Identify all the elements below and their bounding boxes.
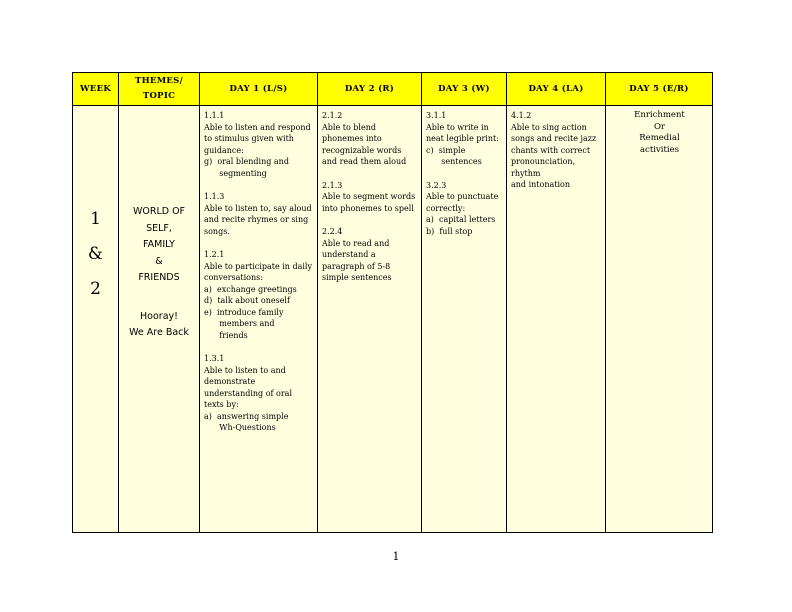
header-day-4: DAY 4 (LA) bbox=[507, 73, 606, 106]
standard-code: 3.1.1 bbox=[426, 111, 447, 120]
learning-standard bbox=[322, 226, 418, 284]
learning-standard bbox=[204, 353, 314, 434]
day-4-cell bbox=[507, 106, 606, 533]
page-number: 1 bbox=[392, 550, 400, 563]
standard-text: Able to listen and respond to stimulus given with guidance: g) oral blending and segmenting bbox=[204, 122, 311, 178]
header-day-2: DAY 2 (R) bbox=[318, 73, 422, 106]
learning-standard bbox=[322, 180, 418, 215]
standard-text: Able to participate in daily conversations: a) exchange greetings d) talk about oneself e) introduce family members and friends bbox=[204, 261, 312, 340]
learning-standard bbox=[322, 110, 418, 168]
theme-line: SELF, bbox=[146, 222, 172, 234]
day-5-line: activities bbox=[639, 144, 679, 155]
day-5-line: Enrichment bbox=[634, 110, 685, 120]
theme-line: FRIENDS bbox=[138, 272, 180, 283]
standard-text: Able to write in neat legible print: c) simple sentences bbox=[426, 122, 499, 166]
header-day-1: DAY 1 (L/S) bbox=[200, 73, 318, 106]
day-5-cell bbox=[606, 106, 713, 533]
day-5-line: Remedial bbox=[639, 133, 680, 143]
standard-text: Able to blend phonemes into recognizable words and read them aloud bbox=[322, 122, 407, 166]
standard-text: Able to listen to and demonstrate understanding of oral texts by: a) answering simple Wh-Questions bbox=[204, 365, 293, 432]
header-day-3: DAY 3 (W) bbox=[422, 73, 507, 106]
standard-code: 4.1.2 bbox=[511, 111, 532, 120]
week-first: 1 bbox=[90, 209, 101, 229]
header-day-5: DAY 5 (E/R) bbox=[606, 73, 713, 106]
standard-text: Able to sing action songs and recite jazz chants with correct pronounciation, rhythm and intonation bbox=[511, 122, 597, 189]
standard-code: 1.1.3 bbox=[204, 192, 225, 201]
standard-code: 1.1.1 bbox=[204, 111, 225, 120]
learning-standard bbox=[204, 249, 314, 341]
standard-code: 1.2.1 bbox=[204, 250, 225, 259]
standard-text: Able to read and understand a paragraph of 5-8 simple sentences bbox=[322, 238, 393, 282]
learning-standard bbox=[511, 110, 602, 191]
standard-code: 1.3.1 bbox=[204, 354, 225, 363]
week-cell bbox=[73, 106, 119, 533]
standard-text: Able to segment words into phonemes to spell bbox=[322, 192, 418, 213]
week-ampersand: & bbox=[87, 244, 104, 264]
theme-line: FAMILY bbox=[143, 239, 175, 250]
standard-code: 2.1.3 bbox=[322, 180, 343, 190]
topic-line: We Are Back bbox=[129, 327, 189, 338]
header-row bbox=[73, 73, 713, 106]
standard-text: Able to punctuate correctly: a) capital letters b) full stop bbox=[426, 192, 499, 236]
day-3-cell bbox=[422, 106, 507, 533]
lesson-plan-table bbox=[72, 72, 713, 533]
topic-line: Hooray! bbox=[140, 310, 178, 322]
standard-code: 2.2.4 bbox=[322, 227, 343, 236]
learning-standard bbox=[426, 180, 503, 238]
theme-line: & bbox=[155, 255, 163, 267]
week-second: 2 bbox=[90, 279, 101, 299]
learning-standard bbox=[204, 110, 314, 179]
header-themes-topic: THEMES/ TOPIC bbox=[119, 73, 200, 106]
theme-cell bbox=[119, 106, 200, 533]
theme-line: WORLD OF bbox=[132, 206, 186, 217]
day-2-cell bbox=[318, 106, 422, 533]
standard-text: Able to listen to, say aloud and recite rhymes or sing songs. bbox=[204, 203, 315, 236]
day-5-line: Or bbox=[653, 121, 666, 132]
header-week: WEEK bbox=[73, 73, 119, 106]
standard-code: 2.1.2 bbox=[322, 111, 343, 120]
learning-standard bbox=[426, 110, 503, 168]
week-row bbox=[73, 106, 713, 533]
learning-standard bbox=[204, 191, 314, 237]
day-1-cell bbox=[200, 106, 318, 533]
standard-code: 3.2.3 bbox=[426, 180, 447, 190]
